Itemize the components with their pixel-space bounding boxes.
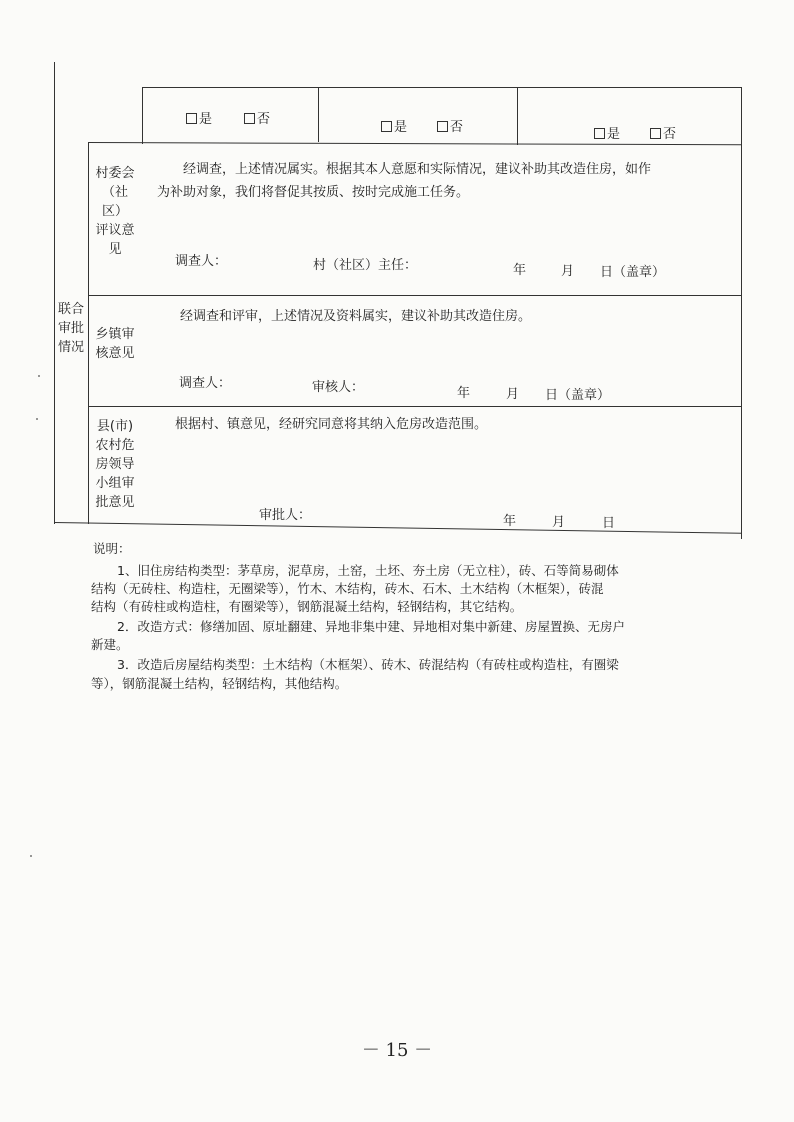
table-right-border <box>741 87 742 539</box>
row-divider-2 <box>88 295 742 296</box>
option-no-3[interactable]: 否 <box>650 123 676 142</box>
page-number: － 15 － <box>361 1040 433 1061</box>
county-approver-label: 审批人： <box>259 508 312 523</box>
scan-speck <box>36 418 38 420</box>
option-yes-2[interactable]: 是 <box>381 116 407 135</box>
village-director-label: 村（社区）主任： <box>313 258 418 273</box>
note-1-line-2: 结构（无砖柱、构造柱，无圈梁等），竹木、木结构，砖木、石木、土木结构（木框架），砖混 <box>91 581 604 596</box>
village-opinion-label: 村委会 （社 区） 评议意 见 <box>95 166 135 257</box>
village-opinion-text-1: 经调查，上述情况属实。根据其本人意愿和实际情况，建议补助其改造住房，如作 <box>183 162 652 177</box>
township-month: 月 <box>506 387 520 402</box>
township-day-seal: 日（盖章） <box>545 388 611 403</box>
note-2-line-2: 新建。 <box>91 637 129 652</box>
checkbox-icon[interactable] <box>381 121 392 132</box>
note-3-line-1: 3．改造后房屋结构类型：土木结构（木框架）、砖木、砖混结构（有砖柱或构造柱，有圈梁 <box>117 657 619 672</box>
row-divider-3 <box>88 406 742 407</box>
checkbox-icon[interactable] <box>437 121 448 132</box>
notes-title: 说明： <box>93 541 131 556</box>
checkbox-row-left-border <box>142 87 143 144</box>
scan-speck <box>38 375 40 377</box>
checkbox-icon[interactable] <box>244 113 255 124</box>
township-investigator-label: 调查人： <box>179 376 232 391</box>
table-bottom-border <box>54 522 742 534</box>
township-year: 年 <box>457 386 471 401</box>
checkbox-icon[interactable] <box>186 113 197 124</box>
village-investigator-label: 调查人： <box>175 254 228 269</box>
joint-approval-label: 联合 审批 情况 <box>57 302 84 355</box>
scan-speck <box>30 855 32 857</box>
row-divider-1 <box>88 142 742 145</box>
checkbox-divider-1 <box>318 87 319 142</box>
checkbox-divider-2 <box>517 87 518 145</box>
county-approval-text: 根据村、镇意见，经研究同意将其纳入危房改造范围。 <box>175 417 488 432</box>
option-yes-1[interactable]: 是 <box>186 108 212 127</box>
township-reviewer-label: 审核人： <box>312 380 365 395</box>
county-day: 日 <box>602 516 616 531</box>
note-3-line-2: 等），钢筋混凝土结构，轻钢结构，其他结构。 <box>91 676 348 691</box>
village-day-seal: 日（盖章） <box>600 265 666 280</box>
option-no-2[interactable]: 否 <box>437 116 463 135</box>
township-opinion-text: 经调查和评审，上述情况及资料属实，建议补助其改造住房。 <box>180 309 532 324</box>
option-no-1[interactable]: 否 <box>244 108 270 127</box>
checkbox-icon[interactable] <box>650 128 661 139</box>
village-year: 年 <box>513 263 527 278</box>
township-opinion-label: 乡镇审 核意见 <box>95 327 135 361</box>
note-1-line-1: 1、旧住房结构类型：茅草房，泥草房，土窑，土坯、夯土房（无立柱），砖、石等简易砌体 <box>117 563 619 578</box>
note-1-line-3: 结构（有砖柱或构造柱，有圈梁等），钢筋混凝土结构，轻钢结构，其它结构。 <box>91 599 523 614</box>
village-month: 月 <box>561 264 575 279</box>
county-year: 年 <box>503 514 517 529</box>
table-left-border <box>54 62 55 524</box>
county-approval-label: 县(市) 农村危 房领导 小组审 批意见 <box>95 419 135 510</box>
note-2-line-1: 2．改造方式：修缮加固、原址翻建、异地非集中建、异地相对集中新建、房屋置换、无房户 <box>117 619 625 634</box>
county-month: 月 <box>552 515 566 530</box>
checkbox-icon[interactable] <box>594 128 605 139</box>
table-top-border <box>142 87 742 88</box>
village-opinion-text-2: 为补助对象，我们将督促其按质、按时完成施工任务。 <box>157 185 470 200</box>
option-yes-3[interactable]: 是 <box>594 123 620 142</box>
